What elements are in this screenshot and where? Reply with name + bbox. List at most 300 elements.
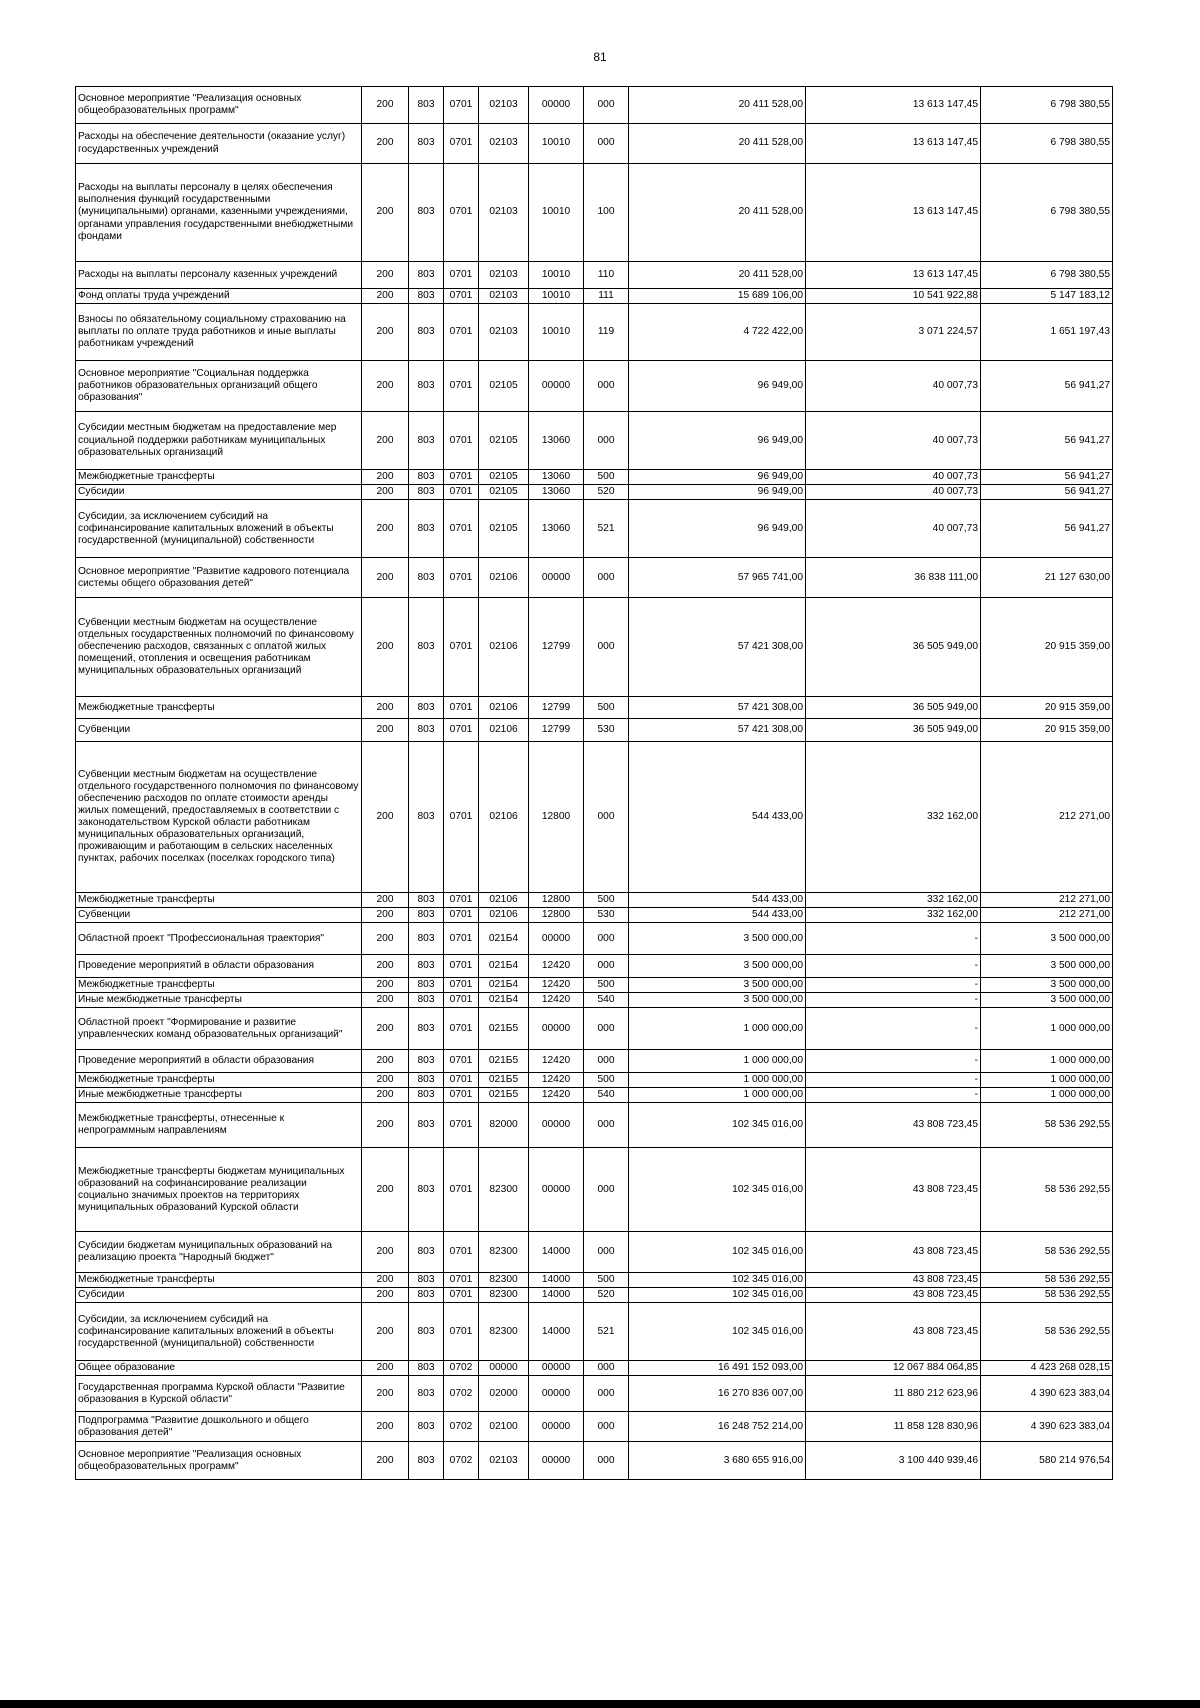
code-direction: 12799 xyxy=(529,719,584,742)
table-row xyxy=(76,470,1113,485)
amount-remaining: 1 651 197,43 xyxy=(981,304,1113,361)
amount-remaining: 56 941,27 xyxy=(981,485,1113,500)
code-direction: 00000 xyxy=(529,1376,584,1412)
code-expense-type: 000 xyxy=(584,558,629,598)
amount-plan: 102 345 016,00 xyxy=(629,1232,806,1273)
code-ministry: 803 xyxy=(409,1442,444,1480)
code-ministry: 803 xyxy=(409,262,444,289)
code-section: 0702 xyxy=(444,1442,479,1480)
code-direction: 00000 xyxy=(529,1008,584,1050)
code-direction: 12800 xyxy=(529,908,584,923)
code-section: 0701 xyxy=(444,1103,479,1148)
code-program: 021Б4 xyxy=(479,955,529,978)
table-row xyxy=(76,1088,1113,1103)
table-row xyxy=(76,412,1113,470)
amount-executed: - xyxy=(806,1050,981,1073)
row-name: Проведение мероприятий в области образования xyxy=(76,955,362,978)
table-row xyxy=(76,955,1113,978)
code-ministry: 803 xyxy=(409,470,444,485)
code-program: 02105 xyxy=(479,500,529,558)
amount-remaining: 1 000 000,00 xyxy=(981,1008,1113,1050)
amount-executed: 13 613 147,45 xyxy=(806,164,981,262)
amount-plan: 544 433,00 xyxy=(629,908,806,923)
code-section: 0701 xyxy=(444,412,479,470)
code-expense-type: 540 xyxy=(584,993,629,1008)
code-ministry: 803 xyxy=(409,361,444,412)
code-ministry: 803 xyxy=(409,289,444,304)
amount-remaining: 56 941,27 xyxy=(981,412,1113,470)
amount-plan: 3 680 655 916,00 xyxy=(629,1442,806,1480)
amount-remaining: 1 000 000,00 xyxy=(981,1088,1113,1103)
code-program: 021Б5 xyxy=(479,1073,529,1088)
table-row xyxy=(76,1148,1113,1232)
code-section: 0701 xyxy=(444,500,479,558)
code-ministry: 803 xyxy=(409,500,444,558)
code-grbs: 200 xyxy=(362,1361,409,1376)
amount-remaining: 20 915 359,00 xyxy=(981,697,1113,719)
code-expense-type: 500 xyxy=(584,1273,629,1288)
code-grbs: 200 xyxy=(362,87,409,124)
row-name: Расходы на выплаты персоналу в целях обеспечения выполнения функций государственными (муниципальными) органами, казенными учреждениями, органами управления государственными внебюджетными фондами xyxy=(76,164,362,262)
code-expense-type: 000 xyxy=(584,1376,629,1412)
code-ministry: 803 xyxy=(409,1088,444,1103)
code-expense-type: 521 xyxy=(584,500,629,558)
amount-executed: - xyxy=(806,923,981,955)
code-program: 02103 xyxy=(479,124,529,164)
amount-plan: 57 965 741,00 xyxy=(629,558,806,598)
code-expense-type: 119 xyxy=(584,304,629,361)
table-row xyxy=(76,304,1113,361)
code-ministry: 803 xyxy=(409,697,444,719)
row-name: Субвенции xyxy=(76,908,362,923)
amount-plan: 96 949,00 xyxy=(629,500,806,558)
code-section: 0701 xyxy=(444,1148,479,1232)
amount-plan: 20 411 528,00 xyxy=(629,262,806,289)
code-grbs: 200 xyxy=(362,1008,409,1050)
amount-plan: 544 433,00 xyxy=(629,893,806,908)
amount-remaining: 6 798 380,55 xyxy=(981,164,1113,262)
code-program: 02106 xyxy=(479,893,529,908)
code-expense-type: 500 xyxy=(584,893,629,908)
code-expense-type: 500 xyxy=(584,1073,629,1088)
code-grbs: 200 xyxy=(362,923,409,955)
code-direction: 00000 xyxy=(529,923,584,955)
row-name: Основное мероприятие "Реализация основных общеобразовательных программ" xyxy=(76,87,362,124)
code-direction: 00000 xyxy=(529,1361,584,1376)
table-body xyxy=(76,87,1113,1480)
table-row xyxy=(76,719,1113,742)
code-ministry: 803 xyxy=(409,719,444,742)
amount-remaining: 3 500 000,00 xyxy=(981,923,1113,955)
code-expense-type: 500 xyxy=(584,697,629,719)
row-name: Общее образование xyxy=(76,1361,362,1376)
amount-executed: 40 007,73 xyxy=(806,361,981,412)
amount-plan: 1 000 000,00 xyxy=(629,1073,806,1088)
amount-plan: 1 000 000,00 xyxy=(629,1050,806,1073)
table-row xyxy=(76,1073,1113,1088)
code-grbs: 200 xyxy=(362,1273,409,1288)
code-section: 0701 xyxy=(444,598,479,697)
code-section: 0702 xyxy=(444,1376,479,1412)
code-expense-type: 000 xyxy=(584,87,629,124)
code-expense-type: 520 xyxy=(584,1288,629,1303)
amount-executed: - xyxy=(806,978,981,993)
row-name: Субвенции местным бюджетам на осуществление отдельного государственного полномочия по финансовому обеспечению расходов по оплате стоимости аренды жилых помещений, предоставляемых в соответствии с законодательством Курской области работникам муниципальных образовательных организаций, проживающим и работающим в сельских населенных пунктах, рабочих поселках (поселках городского типа) xyxy=(76,742,362,893)
code-grbs: 200 xyxy=(362,124,409,164)
code-section: 0701 xyxy=(444,697,479,719)
row-name: Межбюджетные трансферты xyxy=(76,1073,362,1088)
code-grbs: 200 xyxy=(362,1442,409,1480)
code-section: 0701 xyxy=(444,124,479,164)
code-program: 021Б4 xyxy=(479,923,529,955)
code-expense-type: 530 xyxy=(584,719,629,742)
code-grbs: 200 xyxy=(362,412,409,470)
amount-remaining: 6 798 380,55 xyxy=(981,124,1113,164)
code-grbs: 200 xyxy=(362,1376,409,1412)
amount-plan: 544 433,00 xyxy=(629,742,806,893)
code-section: 0701 xyxy=(444,304,479,361)
code-program: 021Б4 xyxy=(479,978,529,993)
code-grbs: 200 xyxy=(362,908,409,923)
code-grbs: 200 xyxy=(362,955,409,978)
code-direction: 12799 xyxy=(529,697,584,719)
code-ministry: 803 xyxy=(409,164,444,262)
row-name: Межбюджетные трансферты бюджетам муниципальных образований на софинансирование реализации социально значимых проектов на территориях муниципальных образований Курской области xyxy=(76,1148,362,1232)
table-row xyxy=(76,1361,1113,1376)
amount-plan: 102 345 016,00 xyxy=(629,1303,806,1361)
amount-remaining: 58 536 292,55 xyxy=(981,1103,1113,1148)
code-direction: 12420 xyxy=(529,1050,584,1073)
code-expense-type: 521 xyxy=(584,1303,629,1361)
amount-plan: 3 500 000,00 xyxy=(629,923,806,955)
row-name: Межбюджетные трансферты xyxy=(76,470,362,485)
code-program: 02105 xyxy=(479,485,529,500)
code-section: 0701 xyxy=(444,164,479,262)
amount-plan: 16 491 152 093,00 xyxy=(629,1361,806,1376)
code-direction: 10010 xyxy=(529,164,584,262)
amount-plan: 1 000 000,00 xyxy=(629,1088,806,1103)
amount-plan: 96 949,00 xyxy=(629,361,806,412)
code-expense-type: 000 xyxy=(584,361,629,412)
code-ministry: 803 xyxy=(409,558,444,598)
code-expense-type: 111 xyxy=(584,289,629,304)
code-grbs: 200 xyxy=(362,742,409,893)
code-expense-type: 000 xyxy=(584,1050,629,1073)
row-name: Межбюджетные трансферты xyxy=(76,1273,362,1288)
code-ministry: 803 xyxy=(409,1412,444,1442)
amount-executed: 11 858 128 830,96 xyxy=(806,1412,981,1442)
amount-plan: 57 421 308,00 xyxy=(629,719,806,742)
amount-executed: 12 067 884 064,85 xyxy=(806,1361,981,1376)
code-direction: 14000 xyxy=(529,1232,584,1273)
code-grbs: 200 xyxy=(362,558,409,598)
amount-remaining: 58 536 292,55 xyxy=(981,1288,1113,1303)
code-program: 02106 xyxy=(479,719,529,742)
code-program: 02106 xyxy=(479,558,529,598)
code-section: 0701 xyxy=(444,893,479,908)
code-ministry: 803 xyxy=(409,1148,444,1232)
code-section: 0701 xyxy=(444,1273,479,1288)
code-section: 0701 xyxy=(444,558,479,598)
amount-executed: 40 007,73 xyxy=(806,485,981,500)
code-expense-type: 000 xyxy=(584,742,629,893)
code-ministry: 803 xyxy=(409,1073,444,1088)
table-row xyxy=(76,164,1113,262)
amount-remaining: 56 941,27 xyxy=(981,500,1113,558)
amount-plan: 102 345 016,00 xyxy=(629,1288,806,1303)
code-ministry: 803 xyxy=(409,1361,444,1376)
amount-plan: 57 421 308,00 xyxy=(629,598,806,697)
scan-bottom-edge xyxy=(0,1700,1200,1708)
amount-remaining: 1 000 000,00 xyxy=(981,1050,1113,1073)
code-program: 021Б5 xyxy=(479,1088,529,1103)
code-program: 82300 xyxy=(479,1303,529,1361)
code-section: 0701 xyxy=(444,923,479,955)
code-grbs: 200 xyxy=(362,1288,409,1303)
amount-remaining: 56 941,27 xyxy=(981,361,1113,412)
row-name: Субвенции местным бюджетам на осуществление отдельных государственных полномочий по финансовому обеспечению расходов, связанных с оплатой жилых помещений, отопления и освещения работникам муниципальных образовательных организаций xyxy=(76,598,362,697)
row-name: Субсидии, за исключением субсидий на софинансирование капитальных вложений в объекты государственной (муниципальной) собственности xyxy=(76,500,362,558)
amount-executed: 11 880 212 623,96 xyxy=(806,1376,981,1412)
code-direction: 12800 xyxy=(529,742,584,893)
code-program: 82300 xyxy=(479,1273,529,1288)
row-name: Субсидии xyxy=(76,485,362,500)
code-direction: 00000 xyxy=(529,1103,584,1148)
row-name: Основное мероприятие "Социальная поддержка работников образовательных организаций общего образования" xyxy=(76,361,362,412)
amount-remaining: 3 500 000,00 xyxy=(981,993,1113,1008)
row-name: Субсидии бюджетам муниципальных образований на реализацию проекта "Народный бюджет" xyxy=(76,1232,362,1273)
code-program: 82000 xyxy=(479,1103,529,1148)
code-grbs: 200 xyxy=(362,1412,409,1442)
amount-plan: 102 345 016,00 xyxy=(629,1103,806,1148)
amount-executed: 43 808 723,45 xyxy=(806,1273,981,1288)
amount-plan: 96 949,00 xyxy=(629,470,806,485)
amount-remaining: 6 798 380,55 xyxy=(981,87,1113,124)
amount-remaining: 58 536 292,55 xyxy=(981,1273,1113,1288)
code-ministry: 803 xyxy=(409,978,444,993)
code-program: 02105 xyxy=(479,470,529,485)
amount-executed: - xyxy=(806,1088,981,1103)
code-program: 02106 xyxy=(479,697,529,719)
amount-remaining: 5 147 183,12 xyxy=(981,289,1113,304)
row-name: Областной проект "Формирование и развитие управленческих команд образовательных организаций" xyxy=(76,1008,362,1050)
code-direction: 13060 xyxy=(529,470,584,485)
amount-executed: 13 613 147,45 xyxy=(806,262,981,289)
code-direction: 12420 xyxy=(529,1073,584,1088)
table-row xyxy=(76,1442,1113,1480)
table-row xyxy=(76,893,1113,908)
code-expense-type: 000 xyxy=(584,598,629,697)
code-program: 02100 xyxy=(479,1412,529,1442)
row-name: Межбюджетные трансферты xyxy=(76,978,362,993)
amount-executed: 36 505 949,00 xyxy=(806,719,981,742)
code-section: 0701 xyxy=(444,1073,479,1088)
code-program: 02103 xyxy=(479,304,529,361)
code-program: 02103 xyxy=(479,262,529,289)
table-row xyxy=(76,1232,1113,1273)
amount-remaining: 20 915 359,00 xyxy=(981,598,1113,697)
code-grbs: 200 xyxy=(362,304,409,361)
table-row xyxy=(76,289,1113,304)
code-grbs: 200 xyxy=(362,978,409,993)
amount-executed: 10 541 922,88 xyxy=(806,289,981,304)
code-direction: 12420 xyxy=(529,993,584,1008)
code-ministry: 803 xyxy=(409,304,444,361)
row-name: Основное мероприятие "Развитие кадрового потенциала системы общего образования детей" xyxy=(76,558,362,598)
amount-executed: 43 808 723,45 xyxy=(806,1303,981,1361)
code-program: 02106 xyxy=(479,742,529,893)
code-section: 0702 xyxy=(444,1361,479,1376)
code-direction: 14000 xyxy=(529,1273,584,1288)
amount-plan: 3 500 000,00 xyxy=(629,955,806,978)
table-row xyxy=(76,1288,1113,1303)
code-section: 0701 xyxy=(444,289,479,304)
amount-remaining: 21 127 630,00 xyxy=(981,558,1113,598)
code-expense-type: 000 xyxy=(584,923,629,955)
code-section: 0701 xyxy=(444,908,479,923)
amount-plan: 96 949,00 xyxy=(629,485,806,500)
code-direction: 10010 xyxy=(529,124,584,164)
amount-executed: 43 808 723,45 xyxy=(806,1288,981,1303)
table-row xyxy=(76,697,1113,719)
code-program: 02105 xyxy=(479,412,529,470)
row-name: Межбюджетные трансферты, отнесенные к непрограммным направлениям xyxy=(76,1103,362,1148)
amount-plan: 57 421 308,00 xyxy=(629,697,806,719)
code-ministry: 803 xyxy=(409,87,444,124)
code-program: 00000 xyxy=(479,1361,529,1376)
code-section: 0701 xyxy=(444,1050,479,1073)
amount-plan: 16 270 836 007,00 xyxy=(629,1376,806,1412)
amount-remaining: 4 423 268 028,15 xyxy=(981,1361,1113,1376)
row-name: Подпрограмма "Развитие дошкольного и общего образования детей" xyxy=(76,1412,362,1442)
code-ministry: 803 xyxy=(409,1103,444,1148)
code-expense-type: 000 xyxy=(584,1148,629,1232)
amount-plan: 4 722 422,00 xyxy=(629,304,806,361)
code-expense-type: 500 xyxy=(584,978,629,993)
row-name: Иные межбюджетные трансферты xyxy=(76,993,362,1008)
amount-plan: 20 411 528,00 xyxy=(629,164,806,262)
code-expense-type: 000 xyxy=(584,124,629,164)
code-expense-type: 000 xyxy=(584,1442,629,1480)
code-expense-type: 000 xyxy=(584,412,629,470)
amount-executed: 43 808 723,45 xyxy=(806,1148,981,1232)
code-expense-type: 520 xyxy=(584,485,629,500)
code-ministry: 803 xyxy=(409,1008,444,1050)
code-direction: 00000 xyxy=(529,87,584,124)
code-direction: 12420 xyxy=(529,978,584,993)
amount-executed: 332 162,00 xyxy=(806,893,981,908)
code-ministry: 803 xyxy=(409,412,444,470)
amount-executed: 3 100 440 939,46 xyxy=(806,1442,981,1480)
code-ministry: 803 xyxy=(409,1232,444,1273)
code-ministry: 803 xyxy=(409,1303,444,1361)
code-grbs: 200 xyxy=(362,1148,409,1232)
code-grbs: 200 xyxy=(362,719,409,742)
amount-executed: 13 613 147,45 xyxy=(806,87,981,124)
code-direction: 12800 xyxy=(529,893,584,908)
row-name: Иные межбюджетные трансферты xyxy=(76,1088,362,1103)
code-expense-type: 000 xyxy=(584,1008,629,1050)
code-program: 02103 xyxy=(479,164,529,262)
code-section: 0701 xyxy=(444,742,479,893)
table-row xyxy=(76,500,1113,558)
code-direction: 14000 xyxy=(529,1288,584,1303)
code-direction: 13060 xyxy=(529,412,584,470)
amount-remaining: 58 536 292,55 xyxy=(981,1303,1113,1361)
amount-plan: 96 949,00 xyxy=(629,412,806,470)
code-ministry: 803 xyxy=(409,124,444,164)
code-direction: 10010 xyxy=(529,289,584,304)
code-grbs: 200 xyxy=(362,993,409,1008)
amount-remaining: 6 798 380,55 xyxy=(981,262,1113,289)
code-grbs: 200 xyxy=(362,1088,409,1103)
table-row xyxy=(76,978,1113,993)
code-grbs: 200 xyxy=(362,500,409,558)
amount-executed: 43 808 723,45 xyxy=(806,1103,981,1148)
amount-executed: 36 505 949,00 xyxy=(806,697,981,719)
code-ministry: 803 xyxy=(409,598,444,697)
amount-plan: 102 345 016,00 xyxy=(629,1148,806,1232)
amount-remaining: 580 214 976,54 xyxy=(981,1442,1113,1480)
table-row xyxy=(76,87,1113,124)
code-grbs: 200 xyxy=(362,1073,409,1088)
code-direction: 10010 xyxy=(529,304,584,361)
code-grbs: 200 xyxy=(362,289,409,304)
amount-plan: 102 345 016,00 xyxy=(629,1273,806,1288)
table-row xyxy=(76,124,1113,164)
amount-plan: 20 411 528,00 xyxy=(629,124,806,164)
amount-executed: 332 162,00 xyxy=(806,908,981,923)
code-section: 0701 xyxy=(444,1288,479,1303)
code-section: 0701 xyxy=(444,87,479,124)
amount-remaining: 212 271,00 xyxy=(981,742,1113,893)
amount-executed: 36 505 949,00 xyxy=(806,598,981,697)
code-section: 0702 xyxy=(444,1412,479,1442)
table-row xyxy=(76,923,1113,955)
code-ministry: 803 xyxy=(409,908,444,923)
code-grbs: 200 xyxy=(362,1050,409,1073)
code-program: 02000 xyxy=(479,1376,529,1412)
table-row xyxy=(76,1273,1113,1288)
code-expense-type: 000 xyxy=(584,1103,629,1148)
code-program: 02103 xyxy=(479,1442,529,1480)
code-direction: 00000 xyxy=(529,361,584,412)
code-section: 0701 xyxy=(444,361,479,412)
code-direction: 12799 xyxy=(529,598,584,697)
code-direction: 14000 xyxy=(529,1303,584,1361)
table-row xyxy=(76,361,1113,412)
amount-remaining: 3 500 000,00 xyxy=(981,955,1113,978)
code-expense-type: 000 xyxy=(584,1361,629,1376)
table-row xyxy=(76,993,1113,1008)
table-row xyxy=(76,1008,1113,1050)
row-name: Субвенции xyxy=(76,719,362,742)
code-program: 82300 xyxy=(479,1232,529,1273)
budget-table xyxy=(75,86,1113,1480)
amount-executed: - xyxy=(806,1008,981,1050)
row-name: Государственная программа Курской области "Развитие образования в Курской области" xyxy=(76,1376,362,1412)
code-section: 0701 xyxy=(444,485,479,500)
table-row xyxy=(76,558,1113,598)
code-program: 02103 xyxy=(479,289,529,304)
code-grbs: 200 xyxy=(362,1103,409,1148)
code-section: 0701 xyxy=(444,1303,479,1361)
row-name: Расходы на выплаты персоналу казенных учреждений xyxy=(76,262,362,289)
row-name: Субсидии местным бюджетам на предоставление мер социальной поддержки работникам муниципальных образовательных организаций xyxy=(76,412,362,470)
amount-executed: - xyxy=(806,955,981,978)
row-name: Межбюджетные трансферты xyxy=(76,893,362,908)
code-program: 02106 xyxy=(479,598,529,697)
